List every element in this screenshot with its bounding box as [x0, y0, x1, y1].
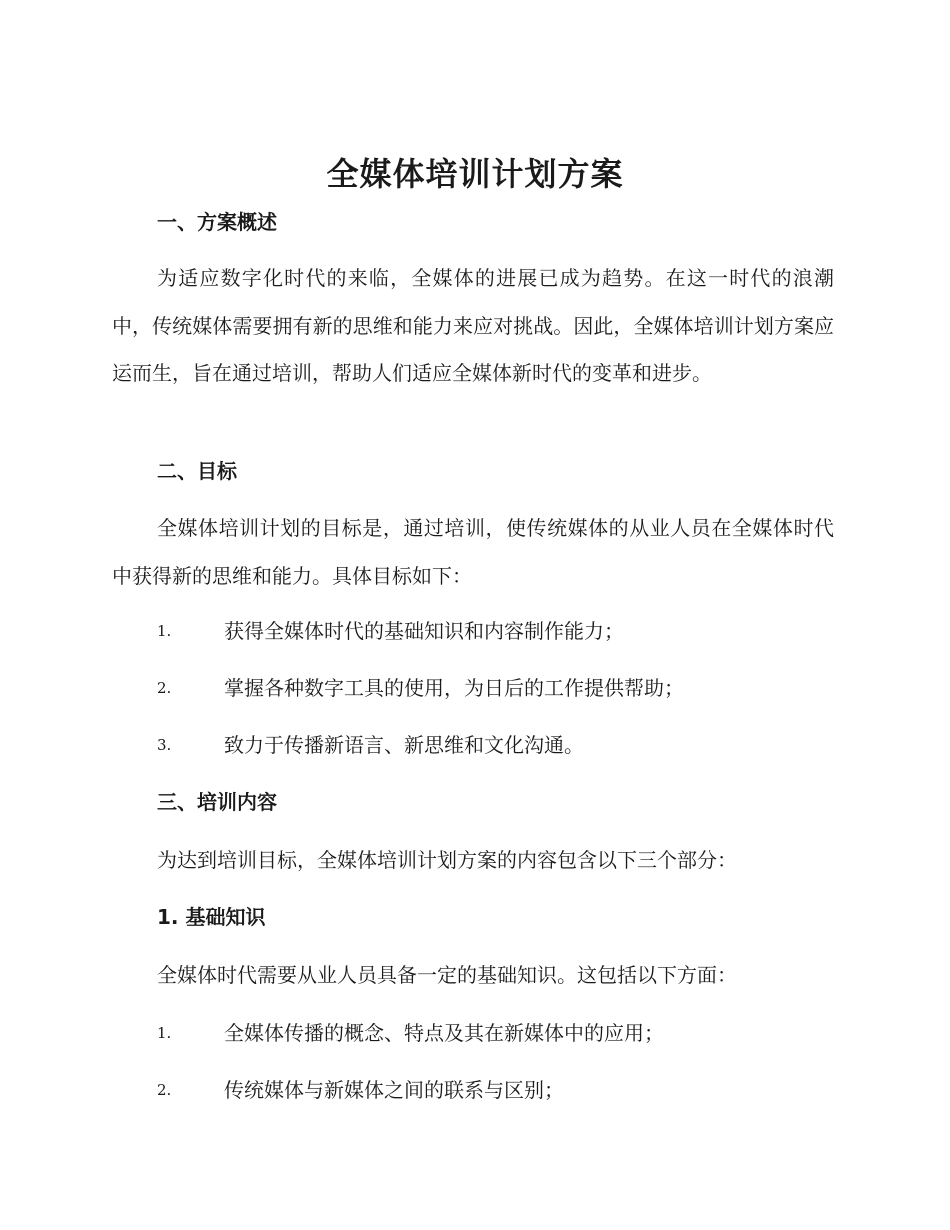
overview-paragraph: 为适应数字化时代的来临，全媒体的进展已成为趋势。在这一时代的浪潮中，传统媒体需要拥有新的思维和能力来应对挑战。因此，全媒体培训计划方案应运而生，旨在通过培训，帮助人们适应全媒体新时代的变革和进步。 [112, 266, 834, 386]
content-paragraph: 为达到培训目标，全媒体培训计划方案的内容包含以下三个部分： [157, 848, 737, 872]
goal-list-item [157, 731, 857, 759]
list-text: 掌握各种数字工具的使用，为日后的工作提供帮助； [224, 676, 684, 700]
list-number: 1. [157, 622, 172, 640]
document-title: 全媒体培训计划方案 [326, 155, 624, 193]
list-text: 获得全媒体时代的基础知识和内容制作能力； [224, 619, 624, 643]
subsection-heading-basics: 1. 基础知识 [157, 905, 266, 929]
section-heading-goals: 二、目标 [157, 459, 237, 483]
goals-paragraph: 全媒体培训计划的目标是，通过培训，使传统媒体的从业人员在全媒体时代中获得新的思维和能力。具体目标如下： [112, 516, 834, 588]
basics-list-item [157, 1076, 857, 1104]
list-text: 全媒体传播的概念、特点及其在新媒体中的应用； [224, 1021, 664, 1045]
goal-list-item [157, 617, 857, 645]
basics-paragraph: 全媒体时代需要从业人员具备一定的基础知识。这包括以下方面： [157, 963, 737, 987]
list-number: 2. [157, 1081, 172, 1099]
goal-list-item [157, 674, 857, 702]
list-text: 致力于传播新语言、新思维和文化沟通。 [224, 733, 584, 757]
section-heading-content: 三、培训内容 [157, 790, 277, 814]
list-number: 2. [157, 679, 172, 697]
basics-list-item [157, 1019, 857, 1047]
list-number: 1. [157, 1024, 172, 1042]
list-text: 传统媒体与新媒体之间的联系与区别； [224, 1078, 564, 1102]
list-number: 3. [157, 736, 172, 754]
section-heading-overview: 一、方案概述 [157, 210, 277, 234]
